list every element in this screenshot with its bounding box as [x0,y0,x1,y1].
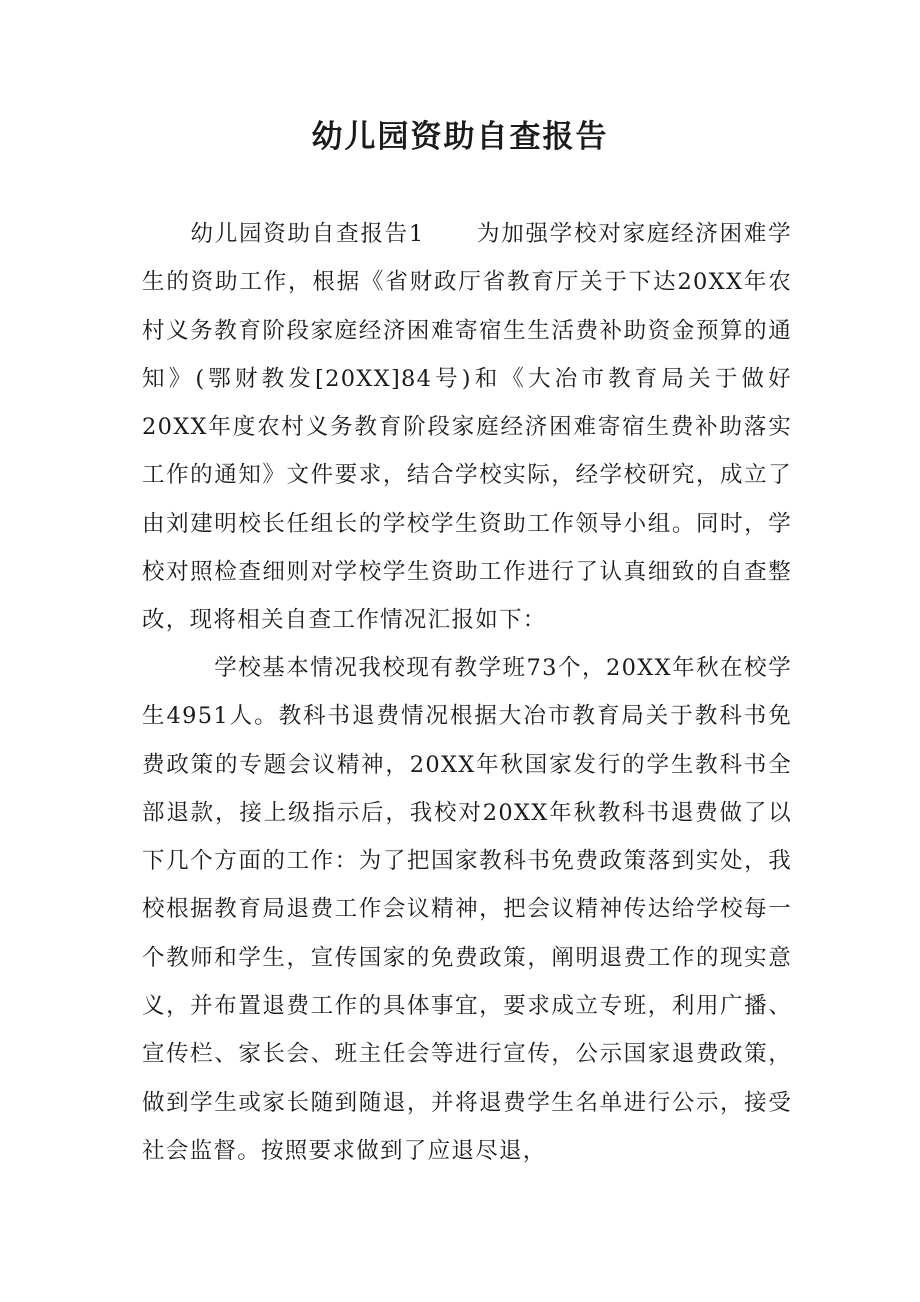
paragraph-1-heading: 幼儿园资助自查报告1 [190,221,425,247]
paragraph-2-text: 学校基本情况我校现有教学班73个，20XX年秋在校学生4951人。教科书退费情况根据大冶市教育局关于教科书免费政策的专题会议精神，20XX年秋国家发行的学生教科书全部退款，接上级指示后，我校对20XX年秋教科书退费做了以下几个方面的工作：为了把国家教科书免费政策落到实处，我校根据教育局退费工作会议精神，把会议精神传达给学校每一个教师和学生，宣传国家的免费政策，阐明退费工作的现实意义，并布置退费工作的具体事宜，要求成立专班，利用广播、宣传栏、家长会、班主任会等进行宣传，公示国家退费政策，做到学生或家长随到随退，并将退费学生名单进行公示，接受社会监督。按照要求做到了应退尽退， [142,655,792,1164]
paragraph-1-text: 为加强学校对家庭经济困难学生的资助工作，根据《省财政厅省教育厅关于下达20XX年农村义务教育阶段家庭经济困难寄宿生生活费补助资金预算的通知》(鄂财教发[20XX]84号)和《大冶市教育局关于做好20XX年度农村义务教育阶段家庭经济困难寄宿生费补助落实工作的通知》文件要求，结合学校实际，经学校研究，成立了由刘建明校长任组长的学校学生资助工作领导小组。同时，学校对照检查细则对学校学生资助工作进行了认真细致的自查整改，现将相关自查工作情况汇报如下： [142,221,792,634]
paragraph-1 [142,210,792,645]
paragraph-2 [142,644,792,1175]
document-title: 幼儿园资助自查报告 [311,119,609,155]
